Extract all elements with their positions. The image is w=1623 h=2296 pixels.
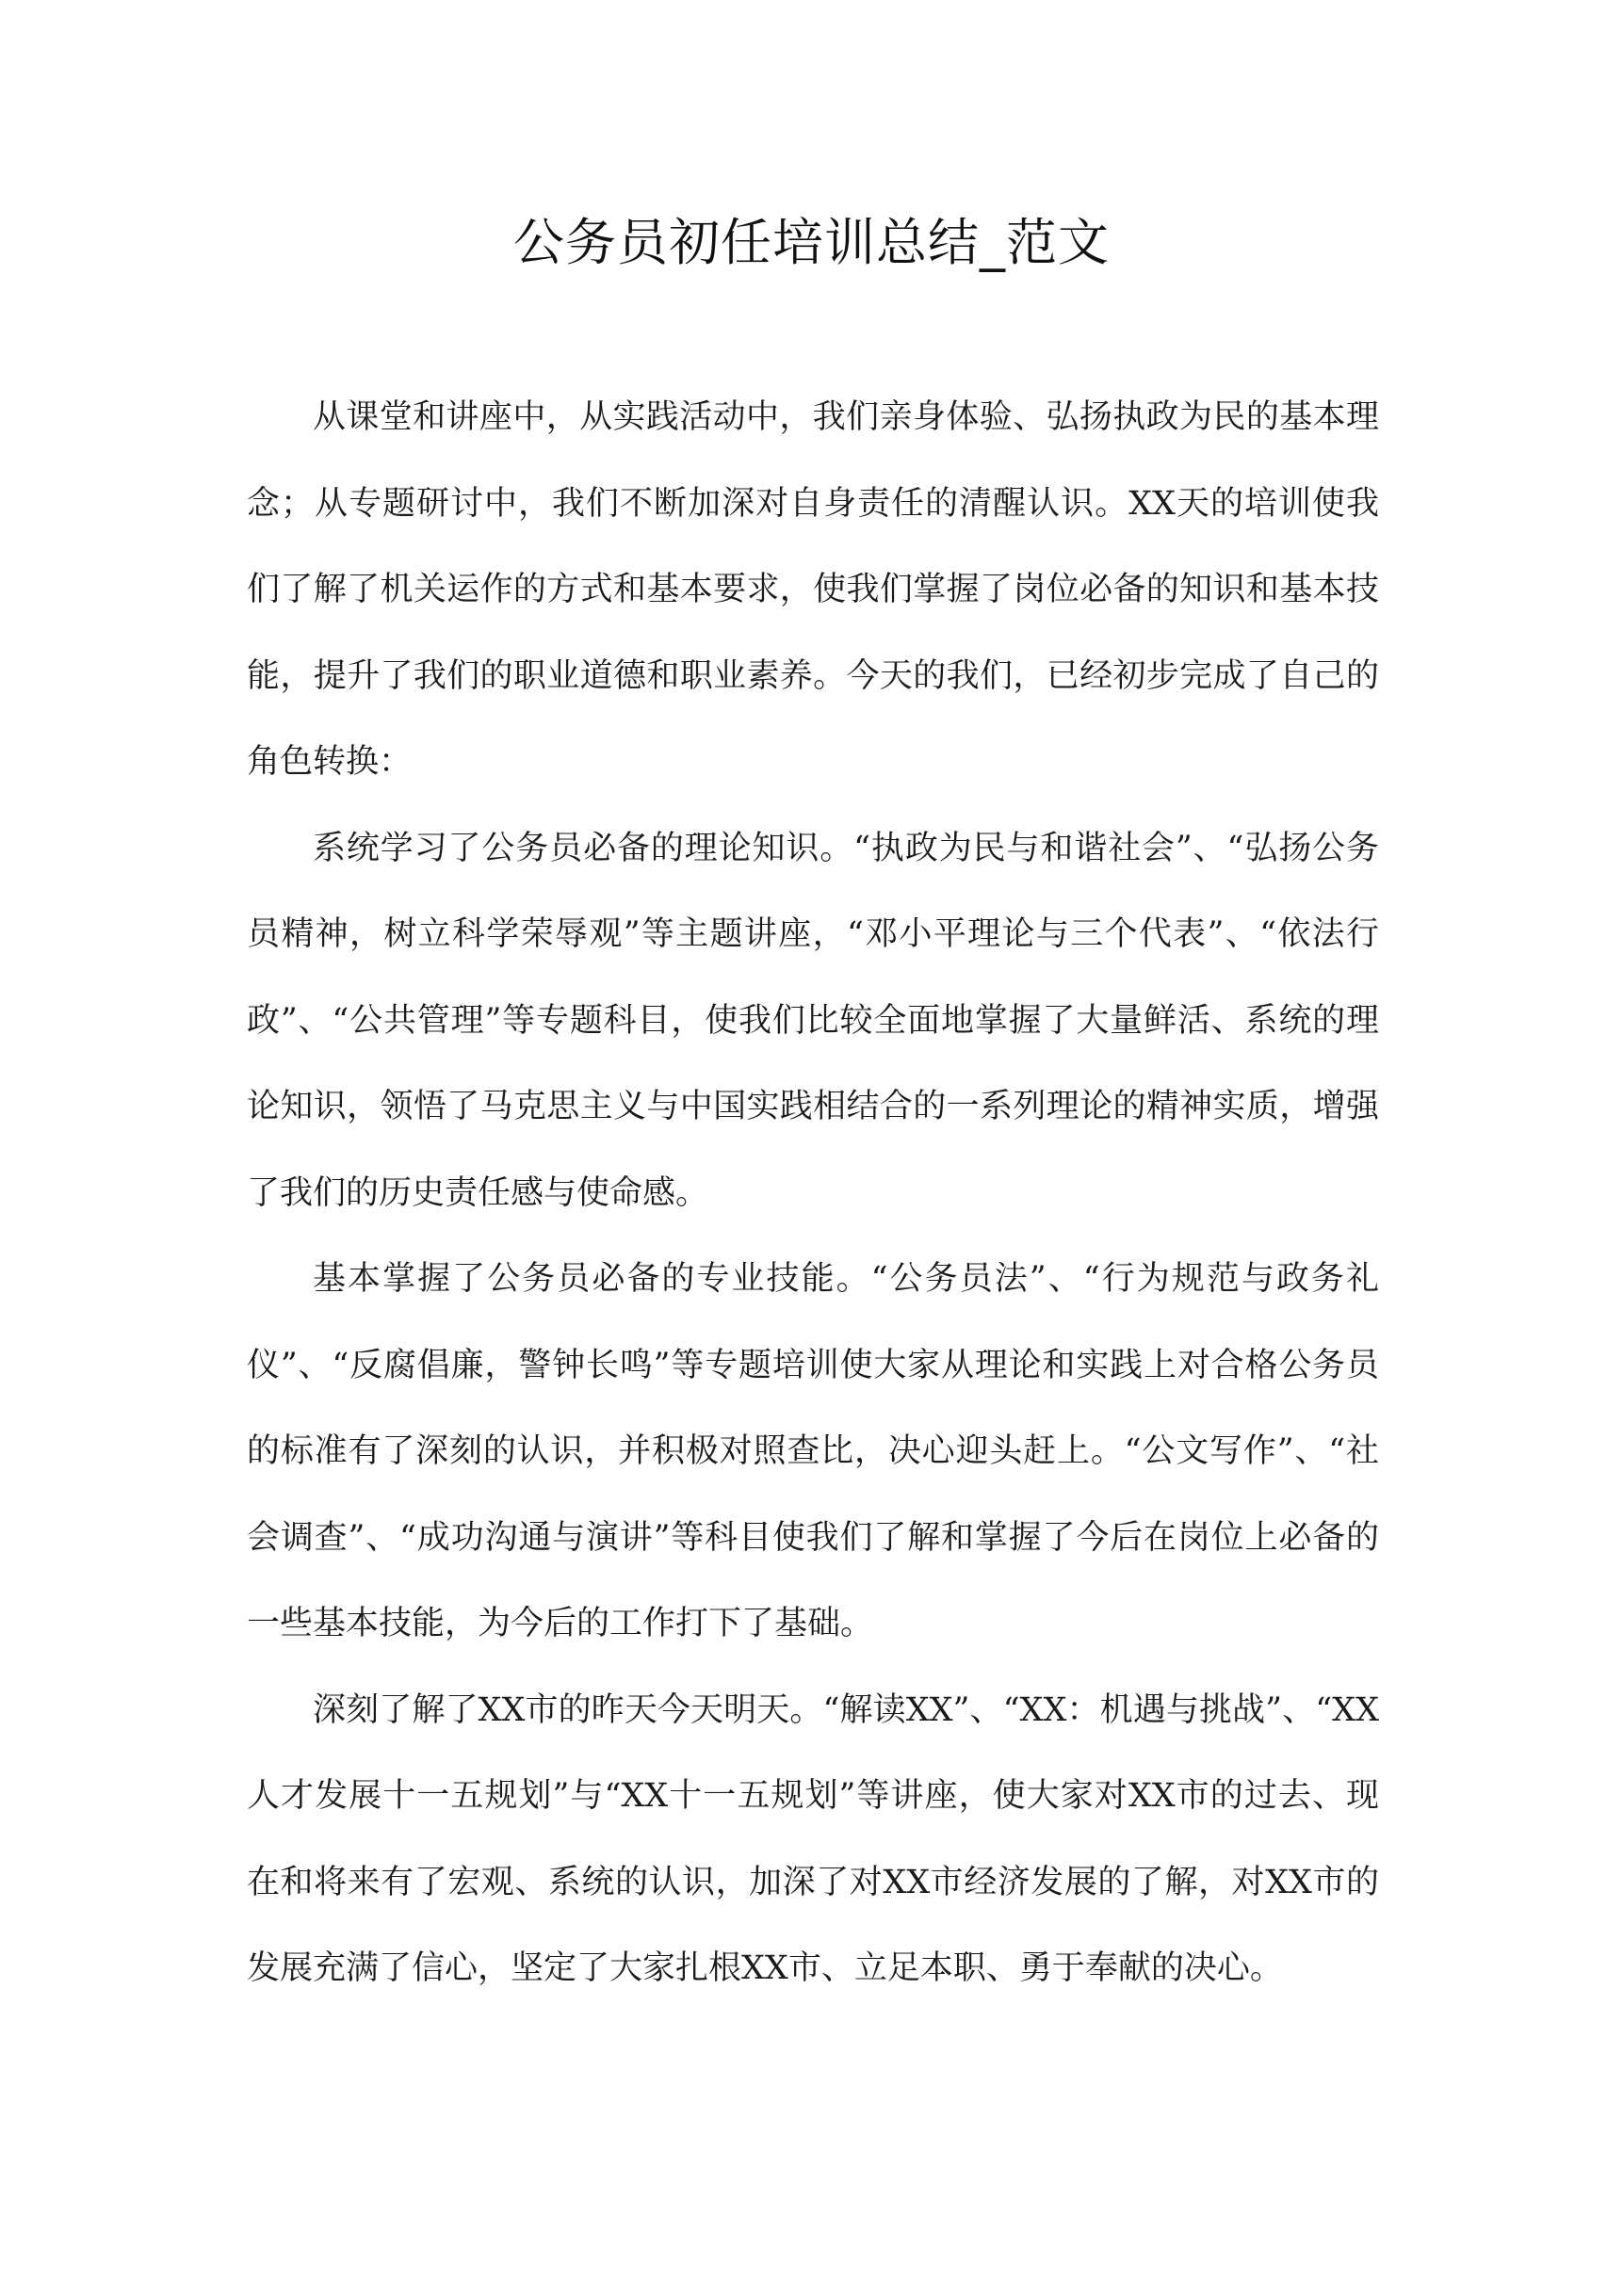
document-body [247, 375, 1379, 2013]
document-title: 公务员初任培训总结_范文 [513, 213, 1110, 272]
paragraph-theory-knowledge: 系统学习了公务员必备的理论知识。“执政为民与和谐社会”、“弘扬公务员精神，树立科学荣辱观”等主题讲座，“邓小平理论与三个代表”、“依法行政”、“公共管理”等专题科目，使我们比较全面地掌握了大量鲜活、系统的理论知识，领悟了马克思主义与中国实践相结合的一系列理论的精神实质，增强了我们的历史责任感与使命感。 [247, 829, 1379, 1212]
paragraph-city-understanding: 深刻了解了XX市的昨天今天明天。“解读XX”、“XX：机遇与挑战”、“XX人才发展十一五规划”与“XX十一五规划”等讲座，使大家对XX市的过去、现在和将来有了宏观、系统的认识，加深了对XX市经济发展的了解，对XX市的发展充满了信心，坚定了大家扎根XX市、立足本职、勇于奉献的决心。 [247, 1690, 1379, 1987]
paragraph-intro: 从课堂和讲座中，从实践活动中，我们亲身体验、弘扬执政为民的基本理念；从专题研讨中，我们不断加深对自身责任的清醒认识。XX天的培训使我们了解了机关运作的方式和基本要求，使我们掌握了岗位必备的知识和基本技能，提升了我们的职业道德和职业素养。今天的我们，已经初步完成了自己的角色转换： [247, 398, 1379, 781]
paragraph-professional-skills: 基本掌握了公务员必备的专业技能。“公务员法”、“行为规范与政务礼仪”、“反腐倡廉，警钟长鸣”等专题培训使大家从理论和实践上对合格公务员的标准有了深刻的认识，并积极对照查比，决心迎头赶上。“公文写作”、“社会调查”、“成功沟通与演讲”等科目使我们了解和掌握了今后在岗位上必备的一些基本技能，为今后的工作打下了基础。 [247, 1260, 1379, 1642]
